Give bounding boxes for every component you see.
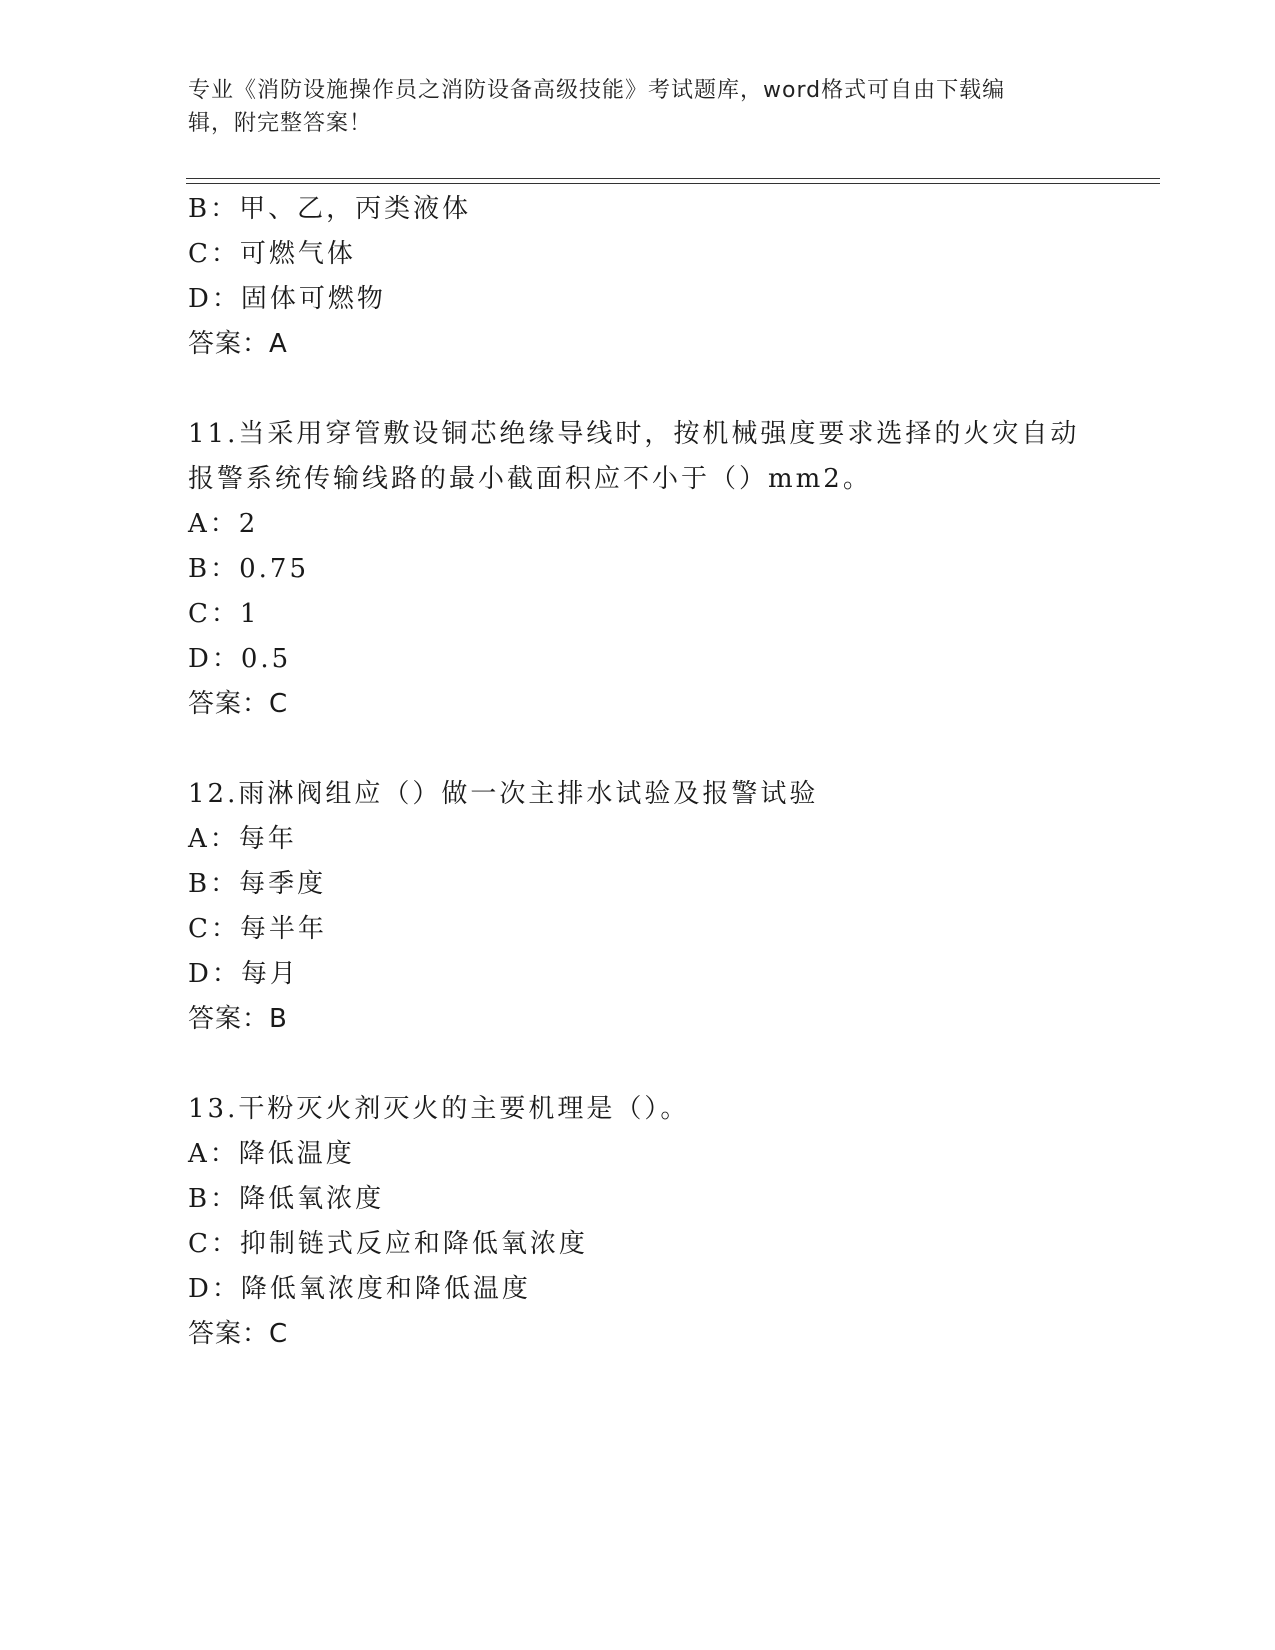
q10-option-c: C：可燃气体 [188, 239, 356, 269]
q13-option-a: A：降低温度 [188, 1139, 355, 1169]
q13-option-b: B：降低氧浓度 [188, 1184, 385, 1214]
header-divider-top [186, 178, 1160, 179]
q12-option-d: D：每月 [188, 959, 299, 989]
q10-option-b: B：甲、乙，丙类液体 [188, 194, 472, 224]
q13-option-d: D：降低氧浓度和降低温度 [188, 1274, 531, 1304]
q11-answer: 答案：C [188, 689, 289, 719]
q11-option-b: B：0.75 [188, 554, 309, 584]
q13-stem: 13.干粉灭火剂灭火的主要机理是（）。 [188, 1094, 690, 1124]
q13-option-c: C：抑制链式反应和降低氧浓度 [188, 1229, 588, 1259]
document-header [188, 74, 1088, 140]
header-line-1: 专业《消防设施操作员之消防设备高级技能》考试题库，word格式可自由下载编 [188, 78, 1006, 103]
q12-answer: 答案：B [188, 1004, 288, 1034]
q12-option-a: A：每年 [188, 824, 297, 854]
q12-stem: 12.雨淋阀组应（）做一次主排水试验及报警试验 [188, 779, 819, 809]
header-divider-bottom [186, 183, 1160, 184]
q10-answer: 答案：A [188, 329, 288, 359]
q12-option-c: C：每半年 [188, 914, 327, 944]
q11-stem-line-1: 11.当采用穿管敷设铜芯绝缘导线时，按机械强度要求选择的火灾自动 [188, 419, 1080, 449]
q11-stem-line-2: 报警系统传输线路的最小截面积应不小于（）mm2。 [188, 464, 872, 494]
q11-option-c: C：1 [188, 599, 260, 629]
q12-option-b: B：每季度 [188, 869, 327, 899]
q13-answer: 答案：C [188, 1319, 289, 1349]
q11-option-d: D：0.5 [188, 644, 292, 674]
header-line-2: 辑，附完整答案！ [188, 111, 373, 136]
q11-option-a: A：2 [188, 509, 259, 539]
q10-option-d: D：固体可燃物 [188, 284, 386, 314]
